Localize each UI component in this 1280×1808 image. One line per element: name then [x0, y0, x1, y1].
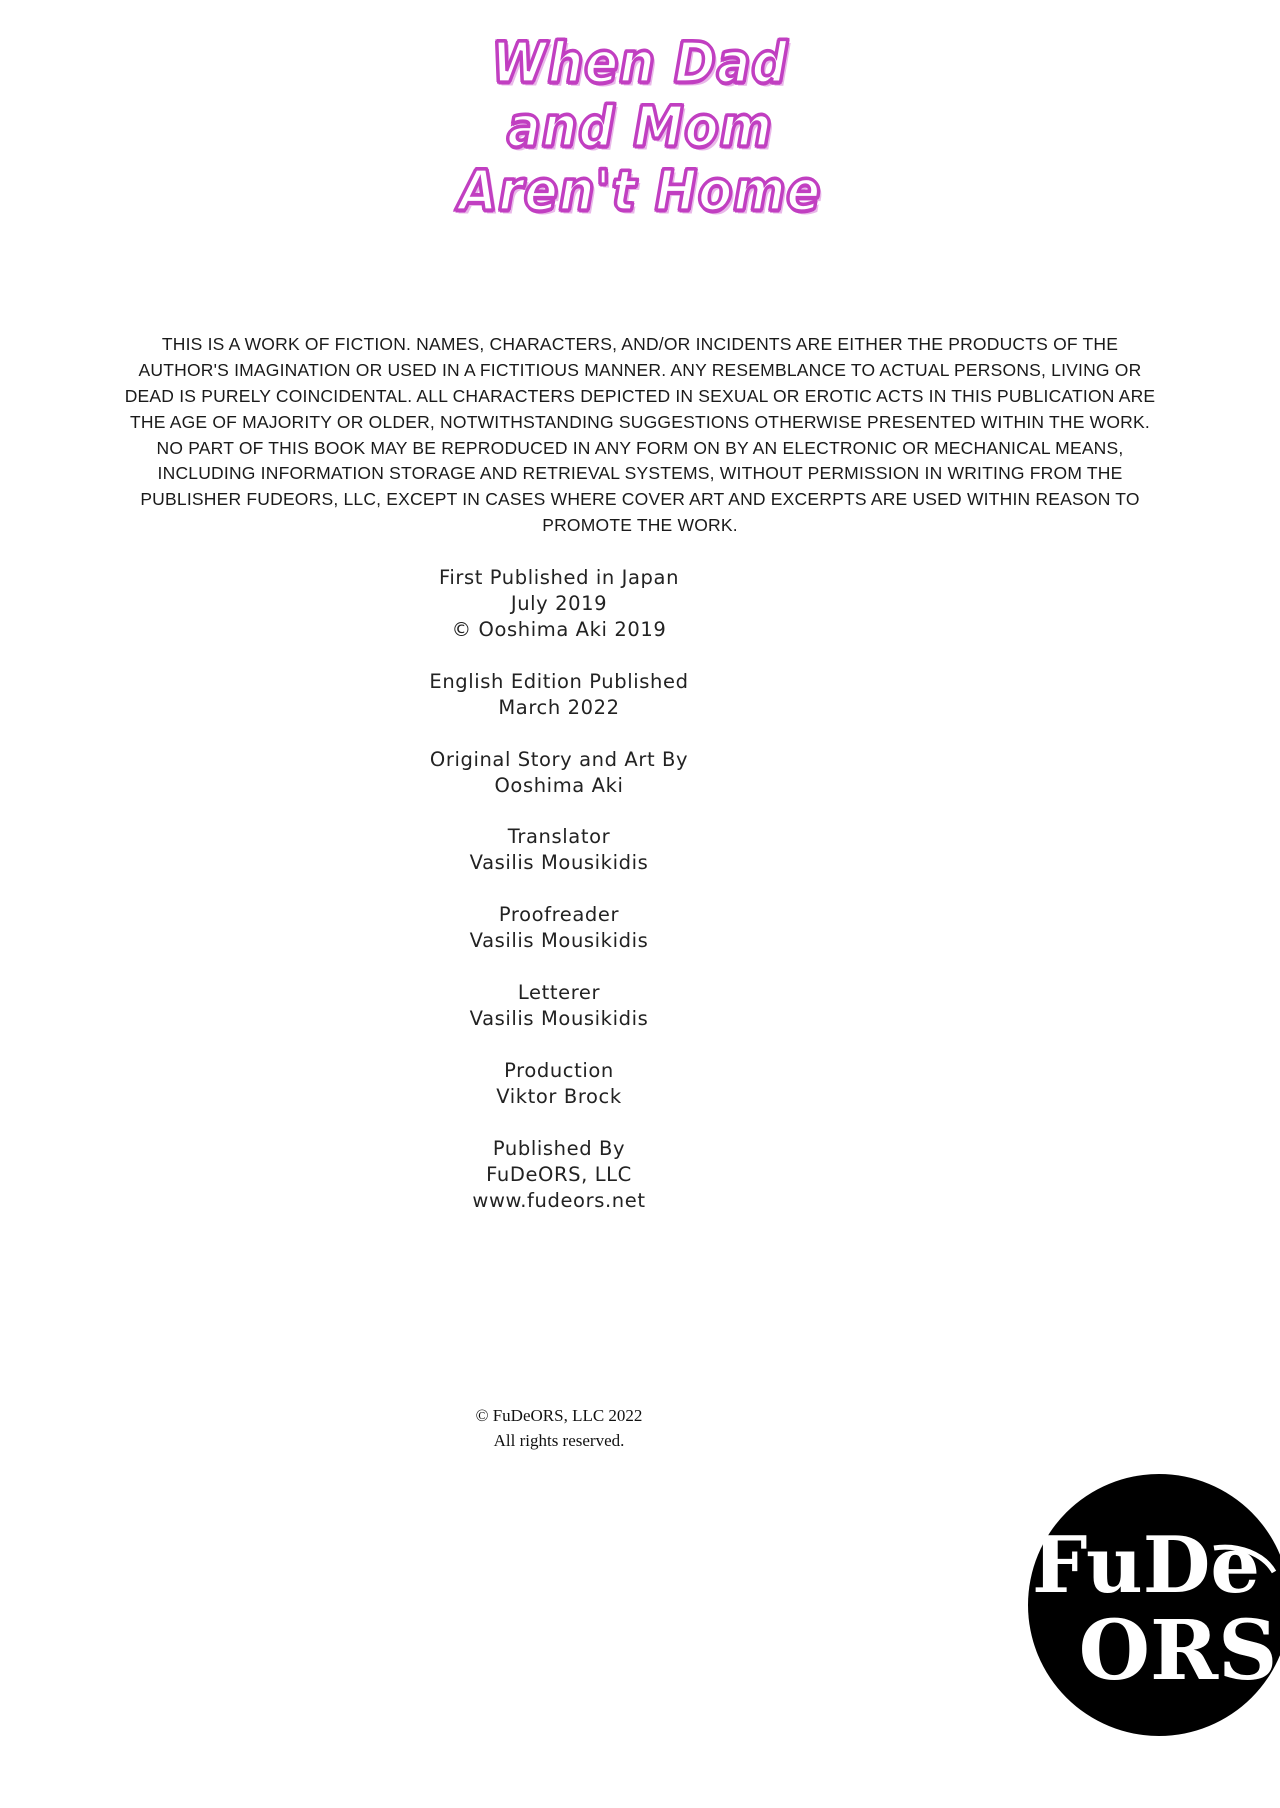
credit-heading: Proofreader — [498, 903, 620, 927]
footer-copyright — [0, 1404, 1118, 1453]
credit-group-english-edition — [0, 669, 1118, 721]
credit-line: FuDeORS, LLC — [486, 1162, 632, 1186]
credit-line: Ooshima Aki — [494, 773, 624, 797]
credit-heading: Production — [504, 1058, 614, 1082]
credit-group-story-art — [0, 747, 1118, 799]
fudeors-logo-icon — [1028, 1474, 1280, 1736]
logo-bottom-text: ORS — [1078, 1603, 1278, 1699]
title-line-1: When Dad — [491, 30, 789, 96]
credits-block — [0, 565, 1118, 1240]
credit-group-translator — [0, 824, 1118, 876]
publisher-website[interactable]: www.fudeors.net — [472, 1188, 646, 1212]
credit-heading: Translator — [507, 825, 611, 849]
credit-group-letterer — [0, 980, 1118, 1032]
credit-group-publication — [0, 565, 1118, 643]
legal-disclaimer: THIS IS A WORK OF FICTION. NAMES, CHARACTERS, AND/OR INCIDENTS ARE EITHER THE PRODUCTS OF THE AUTHOR'S IMAGINATION OR USED IN A FICTITIOUS MANNER. ANY RESEMBLANCE TO ACTUAL PERSONS, LIVING OR DEAD IS PURELY COINCIDENTAL. ALL CHARACTERS DEPICTED IN SEXUAL OR EROTIC ACTS IN THIS PUBLICATION ARE THE AGE OF MAJORITY OR OLDER, NOTWITHSTANDING SUGGESTIONS OTHERWISE PRESENTED WITHIN THE WORK. NO PART OF THIS BOOK MAY BE REPRODUCED IN ANY FORM ON BY AN ELECTRONIC OR MECHANICAL MEANS, INCLUDING INFORMATION STORAGE AND RETRIEVAL SYSTEMS, WITHOUT PERMISSION IN WRITING FROM THE PUBLISHER FUDEORS, LLC, EXCEPT IN CASES WHERE COVER ART AND EXCERPTS ARE USED WITHIN REASON TO PROMOTE THE WORK. — [124, 334, 1156, 536]
credit-line: Vasilis Mousikidis — [469, 929, 649, 953]
credit-line: March 2022 — [498, 695, 620, 719]
credit-line: July 2019 — [510, 591, 608, 615]
credit-heading: English Edition Published — [429, 669, 689, 693]
copyright-line: © FuDeORS, LLC 2022 — [475, 1406, 643, 1425]
credit-group-proofreader — [0, 902, 1118, 954]
rights-line: All rights reserved. — [493, 1430, 625, 1450]
credit-heading: Original Story and Art By — [429, 747, 689, 771]
credit-group-production — [0, 1058, 1118, 1110]
book-title — [0, 30, 1280, 230]
credit-heading: First Published in Japan — [438, 566, 680, 589]
credit-group-publisher — [0, 1136, 1118, 1214]
title-line-3: Aren't Home — [458, 158, 822, 224]
credit-heading: Letterer — [517, 981, 601, 1005]
credit-line: © Ooshima Aki 2019 — [451, 617, 667, 641]
credit-line: Vasilis Mousikidis — [469, 1007, 649, 1031]
credit-line: Vasilis Mousikidis — [469, 851, 649, 875]
title-line-2: and Mom — [507, 94, 773, 160]
credit-heading: Published By — [492, 1136, 626, 1160]
logo-top-text: FuDe — [1032, 1520, 1260, 1611]
credit-line: Viktor Brock — [496, 1084, 622, 1108]
